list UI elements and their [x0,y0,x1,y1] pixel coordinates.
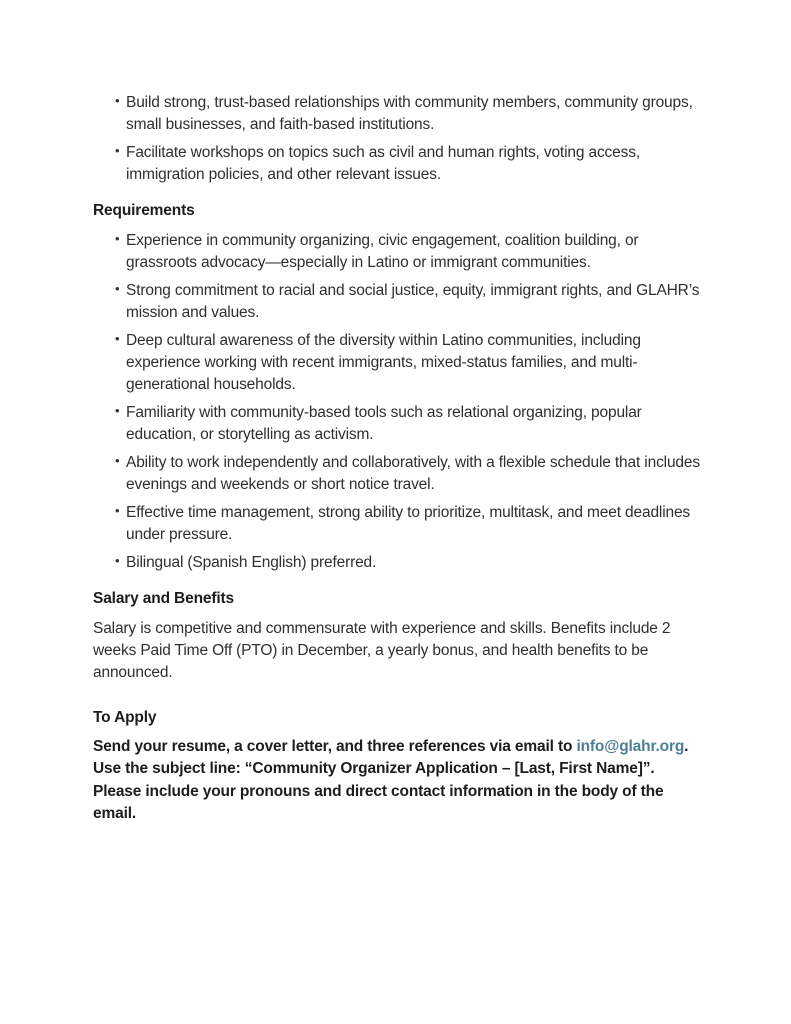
intro-bullet-list [93,92,703,186]
bullet-item: • Build strong, trust-based relationships with community members, community groups, small businesses, and faith-based institutions. [126,92,703,136]
to-apply-body [93,736,703,826]
requirements-bullet-list [93,230,703,574]
requirements-heading: Requirements [93,202,195,219]
to-apply-heading: To Apply [93,708,157,726]
bullet-item: • Ability to work independently and collaboratively, with a flexible schedule that includes evenings and weekends or short notice travel. [126,452,703,496]
bullet-item: • Familiarity with community-based tools such as relational organizing, popular education, or storytelling as activism. [126,402,703,446]
bullet-item: • Bilingual (Spanish English) preferred. [126,552,703,574]
requirements-section [93,201,703,574]
email-link[interactable]: info@glahr.org [576,737,685,755]
bullet-item: • Facilitate workshops on topics such as civil and human rights, voting access, immigration policies, and other relevant issues. [126,142,703,186]
salary-body: Salary is competitive and commensurate with experience and skills. Benefits include 2 weeks Paid Time Off (PTO) in December, a yearly bonus, and health benefits to be announced. [93,619,671,681]
to-apply-text-after-link: . Use the subject line: “Community Organizer Application – [Last, First Name]”. Please include your pronouns and direct contact information in the body of the email. [93,737,689,823]
to-apply-section [93,708,703,826]
bullet-item: • Effective time management, strong ability to prioritize, multitask, and meet deadlines under pressure. [126,502,703,546]
salary-heading: Salary and Benefits [93,589,235,607]
to-apply-text-before-link: Send your resume, a cover letter, and three references via email to [93,737,577,755]
bullet-item: • Experience in community organizing, civic engagement, coalition building, or grassroots advocacy—especially in Latino or immigrant communities. [126,230,703,274]
intro-section [93,92,703,186]
bullet-item: • Strong commitment to racial and social justice, equity, immigrant rights, and GLAHR’s mission and values. [126,280,703,324]
salary-section [93,589,703,684]
bullet-item: • Deep cultural awareness of the diversity within Latino communities, including experience working with recent immigrants, mixed-status families, and multi-generational households. [126,330,703,396]
